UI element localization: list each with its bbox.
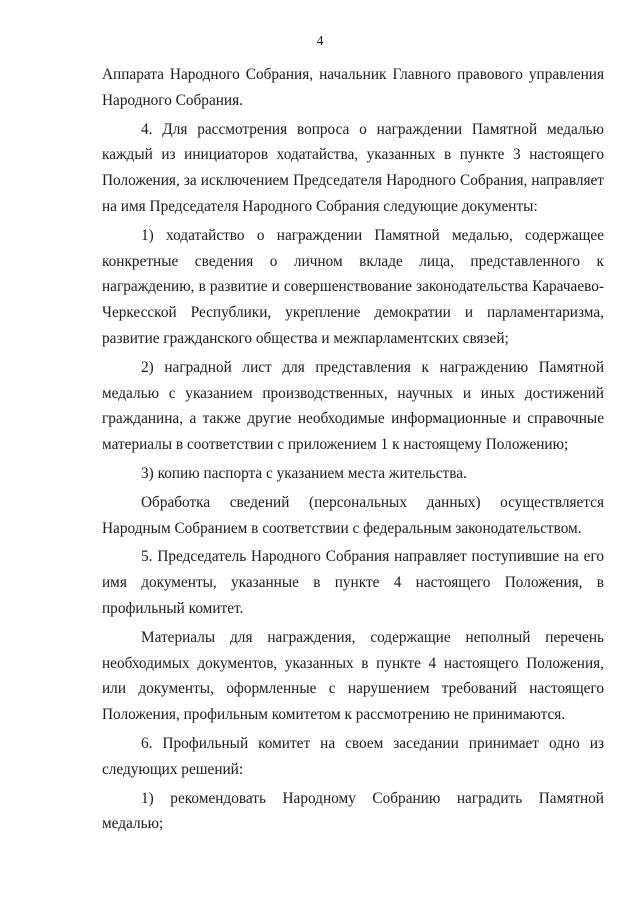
paragraph-clause-6: 6. Профильный комитет на своем заседании принимает одно из следующих решений:: [102, 734, 604, 778]
paragraph-clause-5: 5. Председатель Народного Собрания направляет поступившие на его имя документы, указанные в пункте 4 настоящего Положения, в профильный комитет.: [102, 548, 604, 617]
list-item-1: 1) ходатайство о награждении Памятной медалью, содержащее конкретные сведения о личном вкладе лица, представленного к награждению, в развитие и совершенствование законодательства Карачаево-Черкесской Республики, укрепление демократии и парламентаризма, развитие гражданского общества и межпарламентских связей;: [102, 226, 604, 347]
paragraph-personal-data: Обработка сведений (персональных данных) осуществляется Народным Собранием в соответствии с федеральным законодательством.: [102, 493, 604, 537]
page-number: 4: [316, 34, 324, 49]
list-item-decision-1: 1) рекомендовать Народному Собранию наградить Памятной медалью;: [102, 789, 604, 833]
list-item-3: 3) копию паспорта с указанием места жительства.: [141, 464, 467, 482]
document-body: [102, 62, 604, 837]
paragraph-continuation: Аппарата Народного Собрания, начальник Главного правового управления Народного Собрания.: [102, 66, 604, 109]
paragraph-incomplete-materials: Материалы для награждения, содержащие неполный перечень необходимых документов, указанных в пункте 4 настоящего Положения, или документы, оформленные с нарушением требований настоящего Положения, профильным комитетом к рассмотрению не принимаются.: [102, 628, 604, 724]
paragraph-clause-4: 4. Для рассмотрения вопроса о награждении Памятной медалью каждый из инициаторов ходатайства, указанных в пункте 3 настоящего Положения, за исключением Председателя Народного Собрания, направляет на имя Председателя Народного Собрания следующие документы:: [102, 120, 604, 215]
list-item-2: 2) наградной лист для представления к награждению Памятной медалью с указанием производственных, научных и иных достижений гражданина, а также другие необходимые информационные и справочные материалы в соответствии с приложением 1 к настоящему Положению;: [102, 358, 604, 454]
